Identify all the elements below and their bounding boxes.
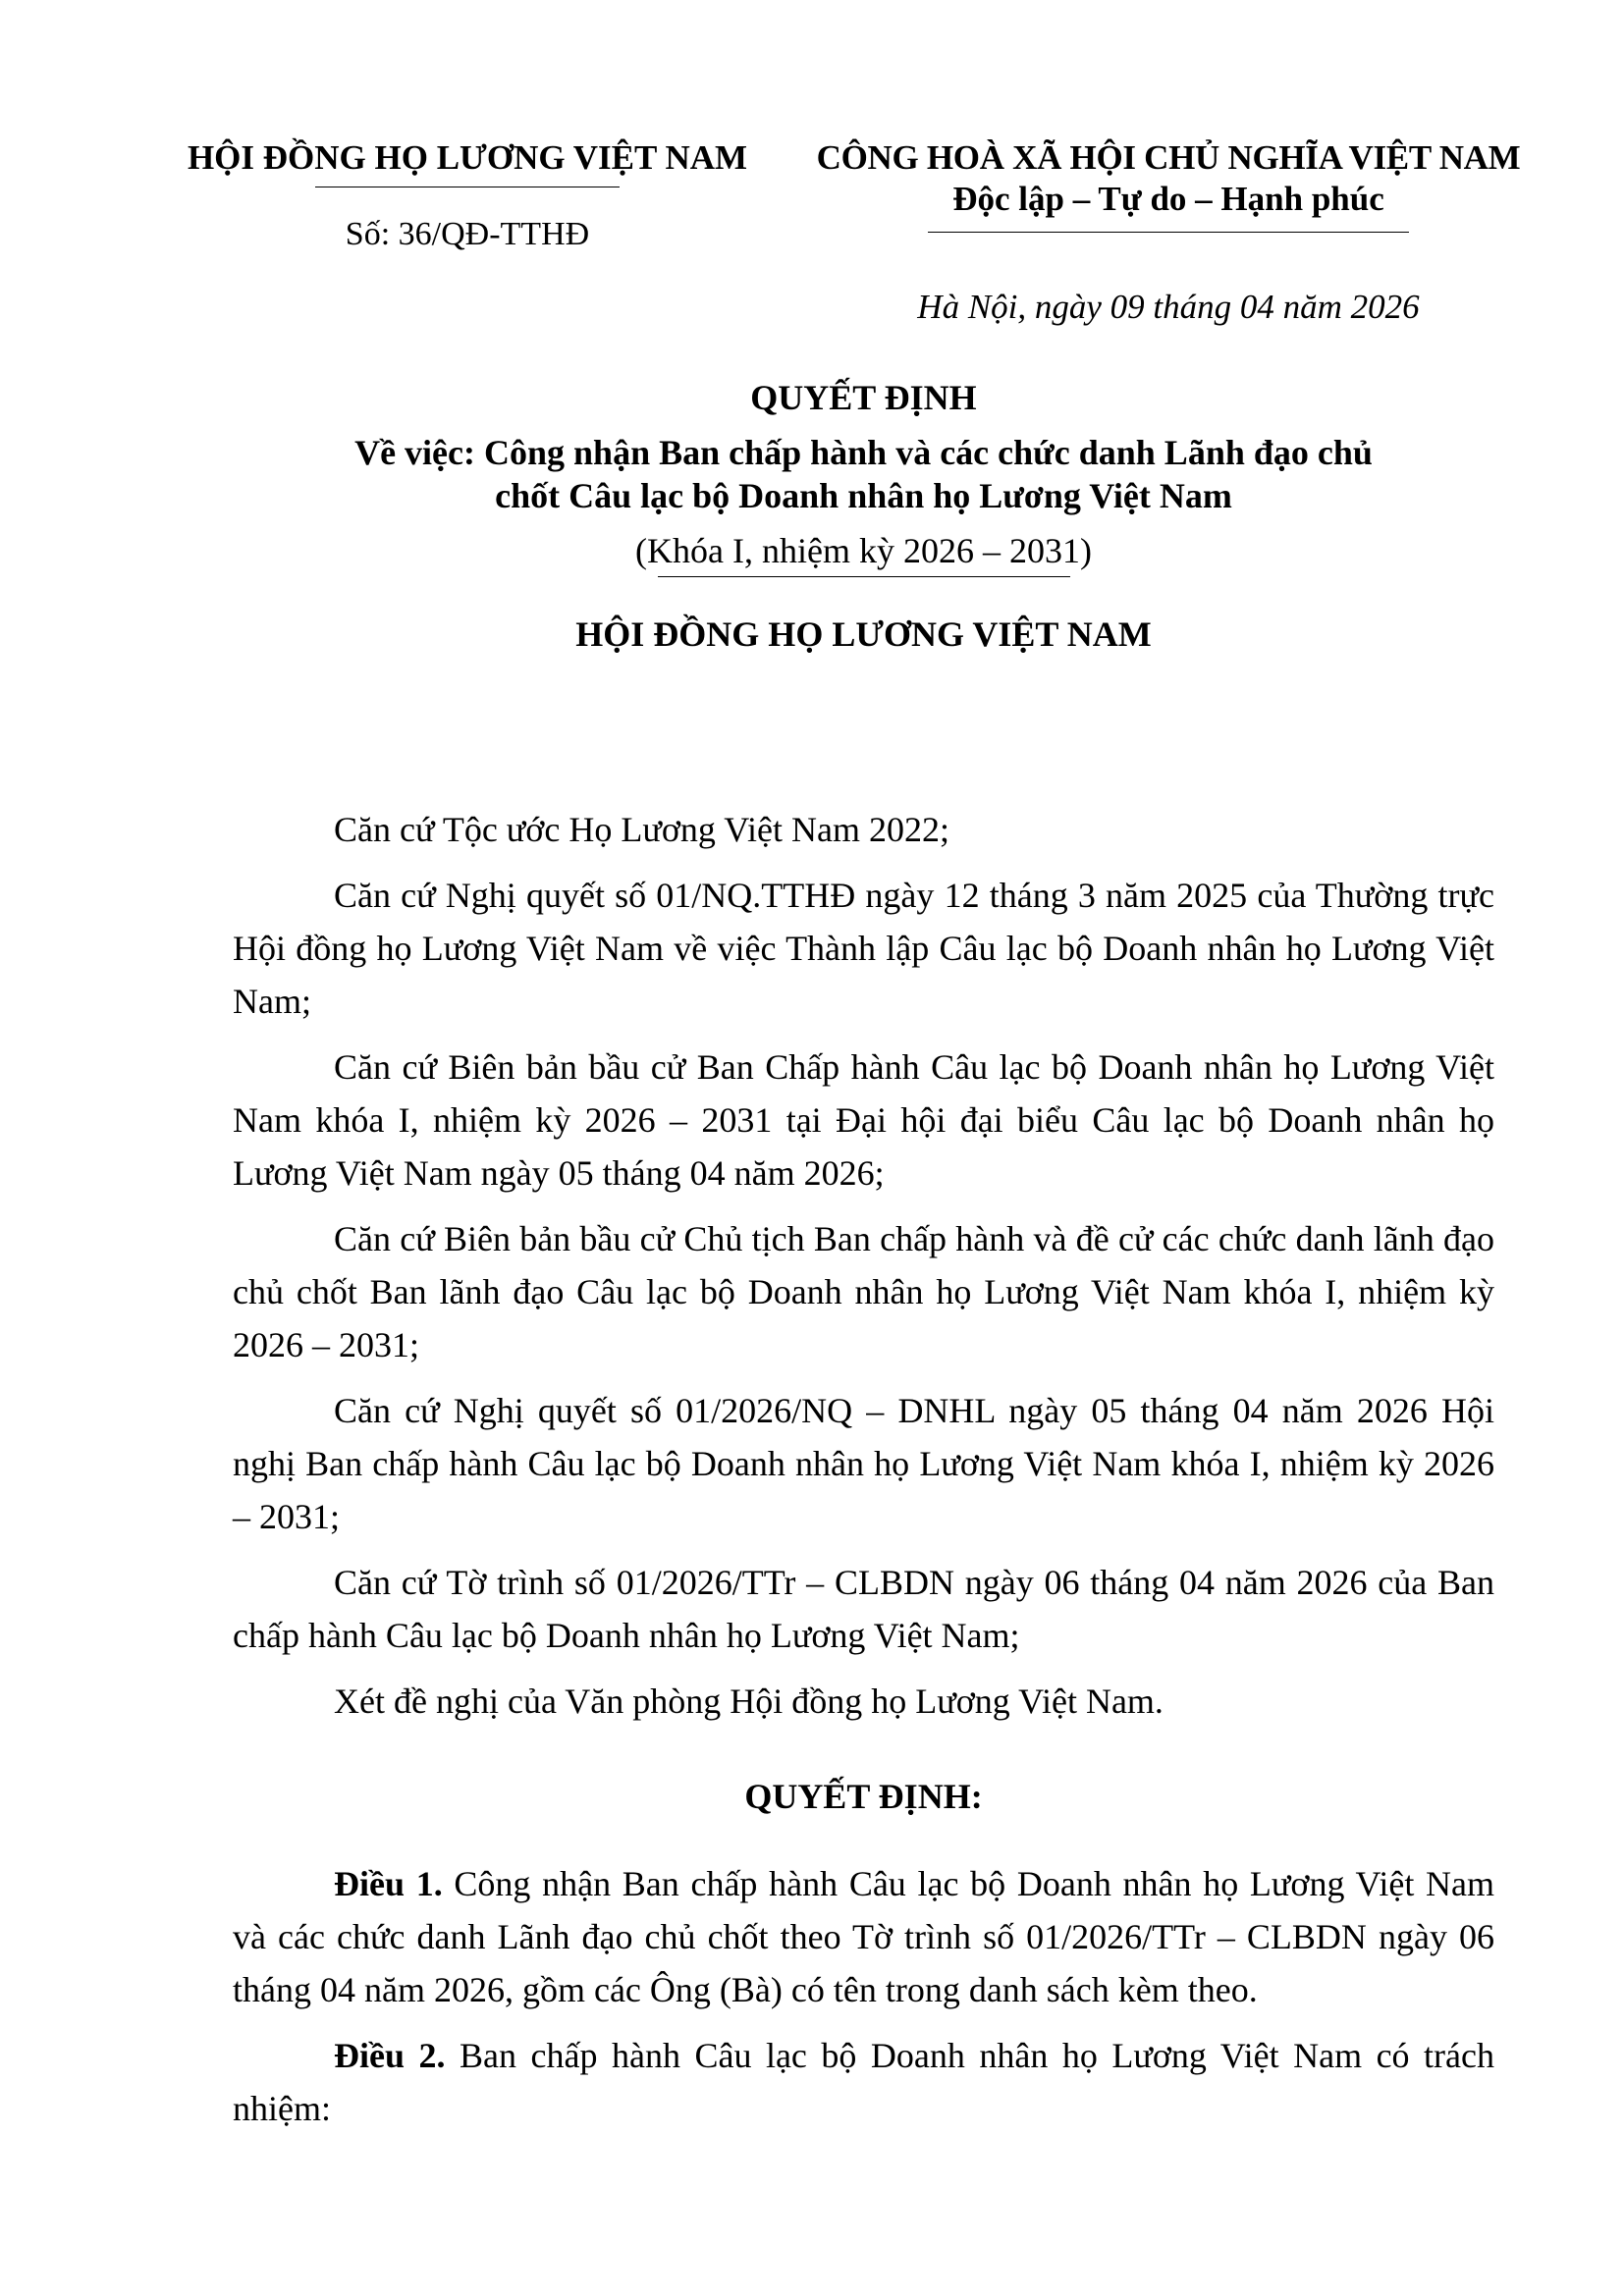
subject-line-1: Về việc: Công nhận Ban chấp hành và các chức danh Lãnh đạo chủ [354,433,1373,472]
article-text: Công nhận Ban chấp hành Câu lạc bộ Doanh nhân họ Lương Việt Nam và các chức danh Lãnh đạo chủ chốt theo Tờ trình số 01/2026/TTr – CLBDN ngày 06 tháng 04 năm 2026, gồm các Ông (Bà) có tên trong danh sách kèm theo. [233,1864,1494,2009]
term-text: (Khóa I, nhiệm kỳ 2026 – 2031) [635,531,1092,570]
document-number: Số: 36/QĐ-TTHĐ [345,216,590,252]
preamble-item: Xét đề nghị của Văn phòng Hội đồng họ Lương Việt Nam. [334,1682,1164,1721]
motto-underline [928,232,1409,233]
article-label: Điều 2. [334,2036,446,2075]
article-2 [233,2029,1494,2135]
article-text: Ban chấp hành Câu lạc bộ Doanh nhân họ Lương Việt Nam có trách nhiệm: [233,2036,1495,2128]
place-and-date: Hà Nội, ngày 09 tháng 04 năm 2026 [917,288,1420,326]
document-title: QUYẾT ĐỊNH [750,378,977,417]
article-1 [233,1857,1494,2016]
decision-heading: QUYẾT ĐỊNH: [744,1777,983,1816]
preamble-item: Căn cứ Biên bản bầu cử Chủ tịch Ban chấp hành và đề cử các chức danh lãnh đạo chủ chốt Ban lãnh đạo Câu lạc bộ Doanh nhân họ Lương Việt Nam khóa I, nhiệm kỳ 2026 – 2031; [233,1219,1494,1364]
national-motto: Độc lập – Tự do – Hạnh phúc [952,180,1384,218]
header-right [785,137,1551,233]
national-title: CÔNG HOÀ XÃ HỘI CHỦ NGHĨA VIỆT NAM [816,138,1521,177]
title-block [233,376,1494,656]
preamble-item: Căn cứ Biên bản bầu cử Ban Chấp hành Câu lạc bộ Doanh nhân họ Lương Việt Nam khóa I, nhiệm kỳ 2026 – 2031 tại Đại hội đại biểu Câu lạc bộ Doanh nhân họ Lương Việt Nam ngày 05 tháng 04 năm 2026; [233,1047,1494,1193]
issuing-organization: HỘI ĐỒNG HỌ LƯƠNG VIỆT NAM [187,138,748,177]
term-underline [658,576,1070,577]
issuing-authority: HỘI ĐỒNG HỌ LƯƠNG VIỆT NAM [575,614,1152,654]
preamble-item: Căn cứ Nghị quyết số 01/2026/NQ – DNHL ngày 05 tháng 04 năm 2026 Hội nghị Ban chấp hành Câu lạc bộ Doanh nhân họ Lương Việt Nam khóa I, nhiệm kỳ 2026 – 2031; [233,1391,1494,1536]
preamble-item: Căn cứ Nghị quyết số 01/NQ.TTHĐ ngày 12 tháng 3 năm 2025 của Thường trực Hội đồng họ Lương Việt Nam về việc Thành lập Câu lạc bộ Doanh nhân họ Lương Việt Nam; [233,876,1494,1021]
article-label: Điều 1. [334,1864,443,1903]
preamble-item: Căn cứ Tộc ước Họ Lương Việt Nam 2022; [334,810,950,849]
document-body [233,803,1494,2148]
subject-line-2: chốt Câu lạc bộ Doanh nhân họ Lương Việt Nam [495,476,1232,515]
preamble-item: Căn cứ Tờ trình số 01/2026/TTr – CLBDN ngày 06 tháng 04 năm 2026 của Ban chấp hành Câu lạc bộ Doanh nhân họ Lương Việt Nam; [233,1563,1494,1655]
header-left [173,137,762,254]
document-subject [233,431,1494,517]
term-of-office [635,529,1092,577]
